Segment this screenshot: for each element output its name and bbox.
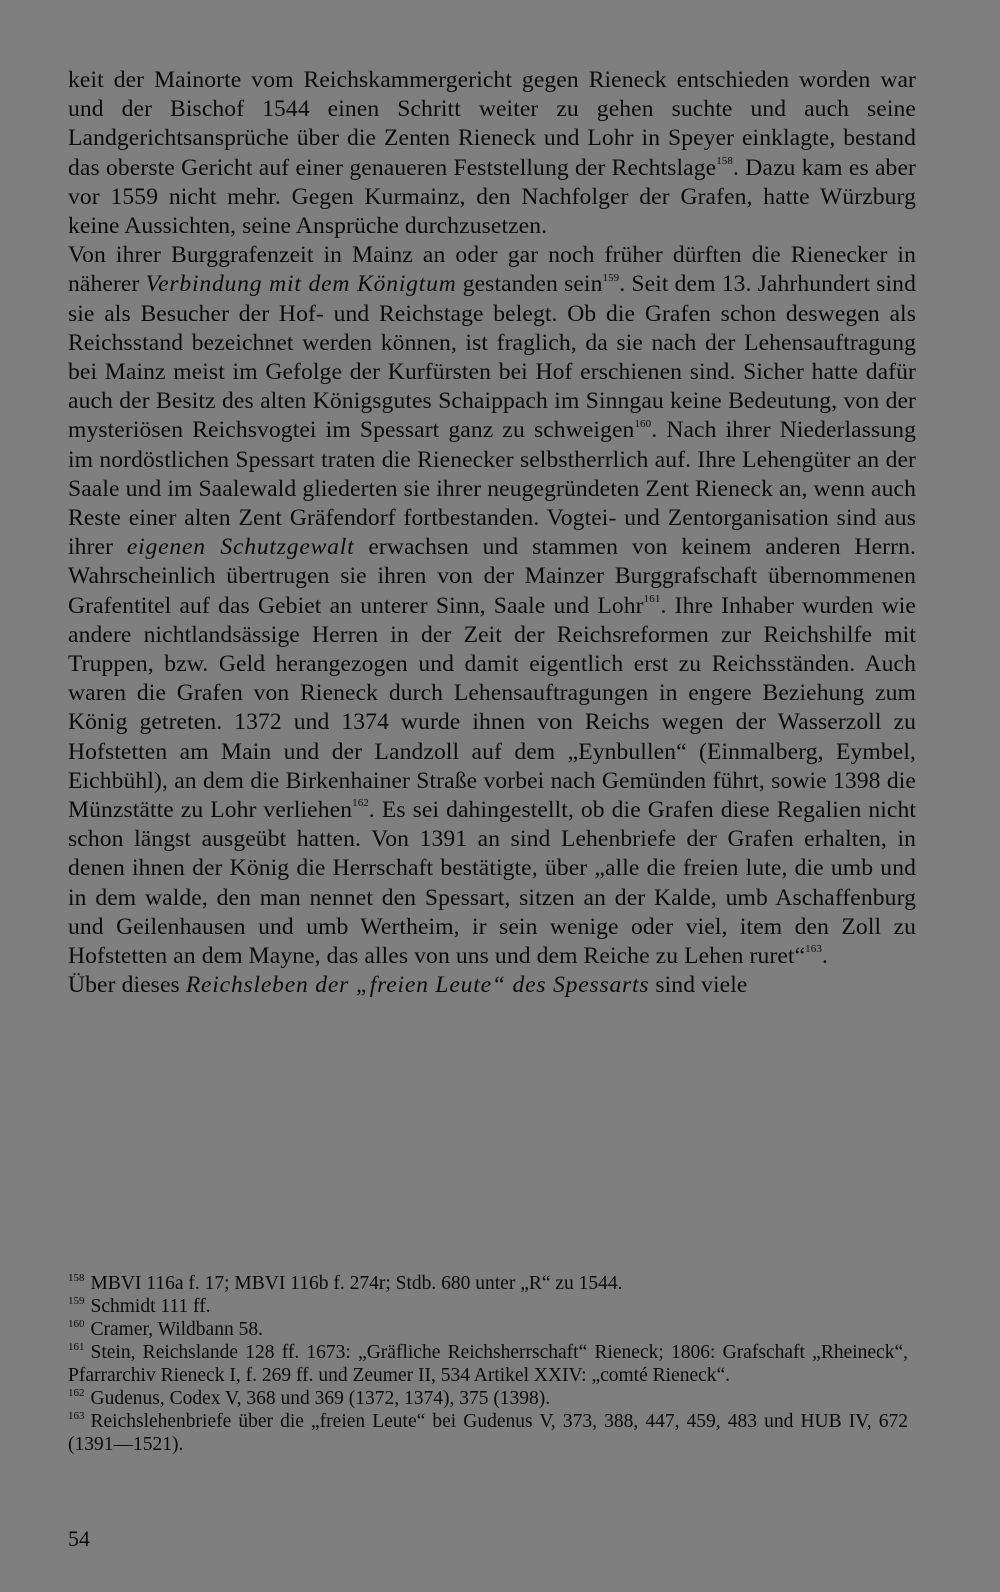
paragraph-1: [68, 66, 916, 241]
paragraph-1-text-2: . Dazu kam es aber vor 1559 nicht mehr. Gegen Kurmainz, den Nachfolger der Grafen, hatte Würzburg keine Aussichten, seine Ansprüche durchzusetzen.: [68, 154, 916, 240]
footnote-text: Gudenus, Codex V, 368 und 369 (1372, 1374), 375 (1398).: [90, 1388, 551, 1409]
footnote-text: MBVI 116a f. 17; MBVI 116b f. 274r; Stdb. 680 unter „R“ zu 1544.: [90, 1273, 623, 1294]
footnote-ref-160: 160: [634, 417, 652, 430]
footnote-number: 161: [68, 1340, 85, 1353]
page-content: [68, 66, 916, 1001]
footnote-text: Reichslehenbriefe über die „freien Leute“ bei Gudenus V, 373, 388, 447, 459, 483 und HUB IV, 672 (1391—1521).: [68, 1411, 908, 1455]
emphasis-reichsleben: Reichsleben der „freien Leute“ des Spessarts: [185, 972, 650, 999]
footnote-number: 163: [68, 1409, 85, 1422]
paragraph-2: [68, 241, 916, 971]
footnote-text: Schmidt 111 ff.: [90, 1296, 211, 1317]
paragraph-2-text-4: . Nach ihrer Niederlassung im nordöstlichen Spessart traten die Rienecker selbstherrlich auf. Ihre Lehengüter an der Saale und im Saalewald gliederten sie ihrer neugegründeten Zent Rieneck an, wenn auch Reste einer alten Zent Gräfendorf fortbestanden. Vogtei- und Zentorganisation sind aus ihrer: [68, 417, 917, 561]
footnote-number: 162: [68, 1386, 85, 1399]
footnote-text: Stein, Reichslande 128 ff. 1673: „Gräfliche Reichsherrschaft“ Rieneck; 1806: Grafschaft „Rheineck“, Pfarrarchiv Rieneck I, f. 269 ff. und Zeumer II, 534 Artikel XXIV: „comté Rieneck“.: [68, 1342, 908, 1386]
footnote-ref-159: 159: [602, 271, 620, 284]
footnote-ref-163: 163: [805, 943, 822, 956]
footnote-ref-161: 161: [643, 592, 661, 605]
paragraph-3: [68, 971, 916, 1000]
footnote: [68, 1295, 908, 1318]
footnote-text: Cramer, Wildbann 58.: [90, 1319, 263, 1340]
footnote: [68, 1410, 908, 1456]
page-number: 54: [68, 1526, 90, 1551]
footnote-number: 158: [68, 1271, 85, 1284]
paragraph-3-text-2: sind viele: [649, 972, 748, 999]
paragraph-1-text-1: keit der Mainorte vom Reichskammergericht gegen Rieneck entschieden worden war und der Bischof 1544 einen Schritt weiter zu gehen suchte und auch seine Landgerichtsansprüche über die Zenten Rieneck und Lohr in Speyer einklagte, bestand das oberste Gericht auf einer genaueren Feststellung der Rechtslage: [68, 67, 916, 181]
paragraph-2-text-5: erwachsen und stammen von keinem anderen Herrn. Wahrscheinlich übertrugen sie ihren von der Mainzer Burggrafschaft übernommenen Grafentitel auf das Gebiet an unterer Sinn, Saale und Lohr: [68, 534, 916, 619]
paragraph-2-text-8: .: [821, 943, 828, 970]
footnote-number: 160: [68, 1317, 85, 1330]
footnote: [68, 1272, 908, 1295]
emphasis-verbindung: Verbindung mit dem Königtum: [145, 271, 457, 298]
paragraph-2-text-7: . Es sei dahingestellt, ob die Grafen diese Regalien nicht schon längst ausgeübt hatten. Von 1391 an sind Lehenbriefe der Grafen erhalten, in denen ihnen der König die Herrschaft bestätigte, über „alle die freien lute, die umb und in dem walde, den man nennet den Spessart, sitzen an der Kalde, umb Aschaffenburg und Geilenhausen und umb Wertheim, ir sein wenige oder viel, item den Zoll zu Hofstetten an dem Mayne, das alles von uns und dem Reiche zu Lehen ruret“: [68, 797, 916, 970]
footnote-ref-158: 158: [716, 154, 733, 167]
footnote-number: 159: [68, 1294, 85, 1307]
body-text: [68, 66, 916, 1001]
paragraph-3-text-1: Über dieses: [68, 972, 186, 999]
paragraph-2-text-2: gestanden sein: [456, 271, 603, 298]
paragraph-2-text-6: . Ihre Inhaber wurden wie andere nichtlandsässige Herren in der Zeit der Reichsreformen zur Reichshilfe mit Truppen, bzw. Geld herangezogen und damit eigentlich erst zu Reichsständen. Auch waren die Grafen von Rieneck durch Lehensauftragungen in engere Beziehung zum König getreten. 1372 und 1374 wurde ihnen von Reichs wegen der Wasserzoll zu Hofstetten am Main und der Landzoll auf dem „Eynbullen“ (Einmalberg, Eymbel, Eichbühl), an dem die Birkenhainer Straße vorbei nach Gemünden führt, sowie 1398 die Münzstätte zu Lohr verliehen: [68, 592, 916, 824]
emphasis-schutzgewalt: eigenen Schutzgewalt: [126, 534, 355, 561]
footnote-ref-162: 162: [352, 797, 369, 810]
footnote: [68, 1387, 908, 1410]
footnote: [68, 1318, 908, 1341]
footnote: [68, 1341, 908, 1387]
footnotes: [68, 1272, 908, 1456]
paragraph-2-text-1: Von ihrer Burggrafenzeit in Mainz an oder gar noch früher dürften die Rienecker in näherer: [68, 242, 916, 298]
paragraph-2-text-3: . Seit dem 13. Jahrhundert sind sie als Besucher der Hof- und Reichstage belegt. Ob die Grafen schon deswegen als Reichsstand bezeichnet werden können, ist fraglich, da sie nach der Lehensauftragung bei Mainz meist im Gefolge der Kurfürsten bei Hof erschienen sind. Sicher hatte dafür auch der Besitz des alten Königsgutes Schaippach im Sinngau keine Bedeutung, von der mysteriösen Reichsvogtei im Spessart ganz zu schweigen: [68, 271, 916, 444]
